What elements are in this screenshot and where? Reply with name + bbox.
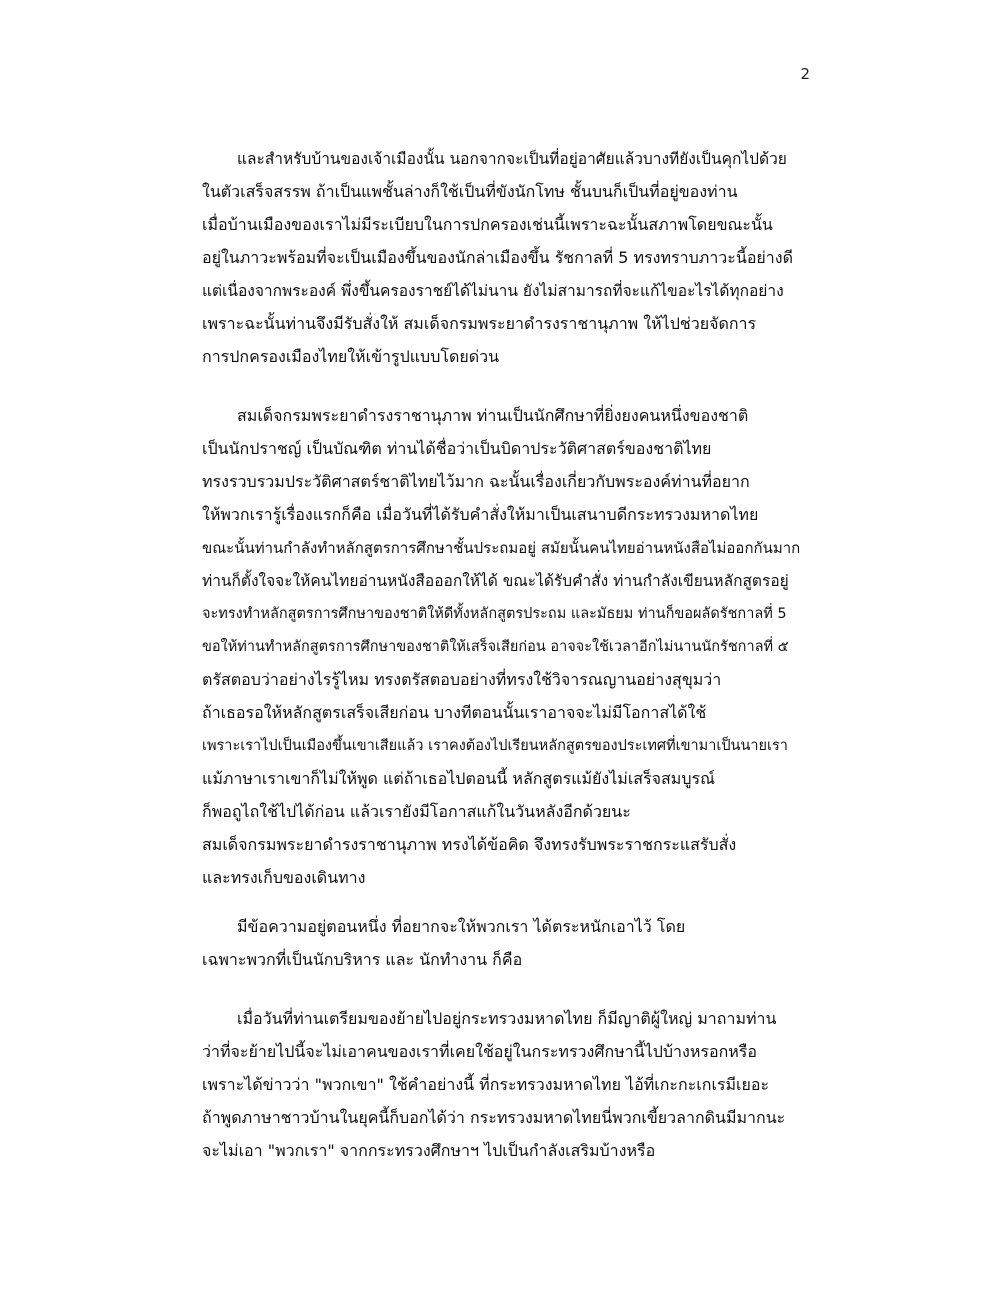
text-line: และทรงเก็บของเดินทาง: [202, 868, 366, 887]
text-line: สมเด็จกรมพระยาดำรงราชานุภาพ ท่านเป็นนักศึกษาที่ยิ่งยงคนหนึ่งของชาติ: [237, 406, 749, 425]
text-line: ทรงรวบรวมประวัติศาสตร์ชาติไทยไว้มาก ฉะนั้นเรื่องเกี่ยวกับพระองค์ท่านที่อยาก: [202, 472, 750, 491]
text-line: ถ้าเธอรอให้หลักสูตรเสร็จเสียก่อน บางทีตอนนั้นเราอาจจะไม่มีโอกาสได้ใช้: [202, 703, 707, 722]
text-line: ขณะนั้นท่านกำลังทำหลักสูตรการศึกษาชั้นประถมอยู่ สมัยนั้นคนไทยอ่านหนังสือไม่ออกกันมาก: [202, 539, 801, 557]
text-line: และสำหรับบ้านของเจ้าเมืองนั้น นอกจากจะเป็นที่อยู่อาศัยแล้วบางทียังเป็นคุกไปด้วย: [237, 150, 787, 168]
text-line: ท่านก็ตั้งใจจะให้คนไทยอ่านหนังสือออกให้ได้ ขณะได้รับคำสั่ง ท่านกำลังเขียนหลักสูตรอยู่: [202, 572, 789, 590]
text-line: ว่าที่จะย้ายไปนี้จะไม่เอาคนของเราที่เคยใช้อยู่ในกระทรวงศึกษานี้ไปบ้างหรอกหรือ: [202, 1042, 757, 1061]
text-line: เพราะฉะนั้นท่านจึงมีรับสั่งให้ สมเด็จกรมพระยาดำรงราชานุภาพ ให้ไปช่วยจัดการ: [202, 314, 757, 333]
text-line: เฉพาะพวกที่เป็นนักบริหาร และ นักทำงาน ก็คือ: [202, 950, 523, 969]
text-line: ถ้าพูดภาษาชาวบ้านในยุคนี้ก็บอกได้ว่า กระทรวงมหาดไทยนี่พวกเขี้ยวลากดินมีมากนะ: [202, 1108, 786, 1127]
text-line: เมื่อวันที่ท่านเตรียมของย้ายไปอยู่กระทรวงมหาดไทย ก็มีญาติผู้ใหญ่ มาถามท่าน: [237, 1009, 777, 1028]
text-line: จะไม่เอา "พวกเรา" จากกระทรวงศึกษาฯ ไปเป็นกำลังเสริมบ้างหรือ: [202, 1141, 656, 1160]
page-number: 2: [800, 65, 810, 83]
text-line: จะทรงทำหลักสูตรการศึกษาของชาติให้ดีทั้งหลักสูตรประถม และมัธยม ท่านก็ขอผลัดรัชกาลที่ 5: [202, 606, 787, 622]
text-line: เป็นนักปราชญ์ เป็นบัณฑิต ท่านได้ชื่อว่าเป็นบิดาประวัติศาสตร์ของชาติไทย: [202, 439, 712, 458]
text-line: เพราะเราไปเป็นเมืองขึ้นเขาเสียแล้ว เราคงต้องไปเรียนหลักสูตรของประเทศที่เขามาเป็นนายเรา: [202, 738, 788, 754]
text-line: ตรัสตอบว่าอย่างไรรู้ไหม ทรงตรัสตอบอย่างที่ทรงใช้วิจารณญานอย่างสุขุมว่า: [202, 670, 722, 689]
text-line: เพราะได้ข่าวว่า "พวกเขา" ใช้คำอย่างนี้ ที่กระทรวงมหาดไทย ไอ้ที่เกะกะเกเรมีเยอะ: [202, 1075, 770, 1094]
text-line: เมื่อบ้านเมืองของเราไม่มีระเบียบในการปกครองเช่นนี้เพราะฉะนั้นสภาพโดยขณะนั้น: [202, 215, 773, 234]
text-line: มีข้อความอยู่ตอนหนึ่ง ที่อยากจะให้พวกเรา ได้ตระหนักเอาไว้ โดย: [237, 917, 686, 936]
text-line: แต่เนื่องจากพระองค์ พึ่งขึ้นครองราชย์ได้ไม่นาน ยังไม่สามารถที่จะแก้ไขอะไรได้ทุกอย่าง: [202, 282, 784, 300]
text-line: อยู่ในภาวะพร้อมที่จะเป็นเมืองขึ้นของนักล่าเมืองขึ้น รัชกาลที่ 5 ทรงทราบภาวะนี้อย่างดี: [202, 248, 793, 267]
text-line: ก็พอถูไถใช้ไปได้ก่อน แล้วเรายังมีโอกาสแก้ในวันหลังอีกด้วยนะ: [202, 802, 631, 821]
text-line: ให้พวกเรารู้เรื่องแรกก็คือ เมื่อวันที่ได้รับคำสั่งให้มาเป็นเสนาบดีกระทรวงมหาดไทย: [202, 505, 759, 524]
text-line: แม้ภาษาเราเขาก็ไม่ให้พูด แต่ถ้าเธอไปตอนนี้ หลักสูตรแม้ยังไม่เสร็จสมบูรณ์: [202, 769, 715, 788]
text-line: ในตัวเสร็จสรรพ ถ้าเป็นแพชั้นล่างก็ใช้เป็นที่ขังนักโทษ ชั้นบนก็เป็นที่อยู่ของท่าน: [202, 182, 738, 201]
text-line: การปกครองเมืองไทยให้เข้ารูปแบบโดยด่วน: [202, 347, 500, 366]
text-line: ขอให้ท่านทำหลักสูตรการศึกษาของชาติให้เสร็จเสียก่อน อาจจะใช้เวลาอีกไม่นานนักรัชกาลที่ ๕: [202, 639, 789, 655]
text-line: สมเด็จกรมพระยาดำรงราชานุภาพ ทรงได้ข้อคิด จึงทรงรับพระราชกระแสรับสั่ง: [202, 835, 737, 854]
